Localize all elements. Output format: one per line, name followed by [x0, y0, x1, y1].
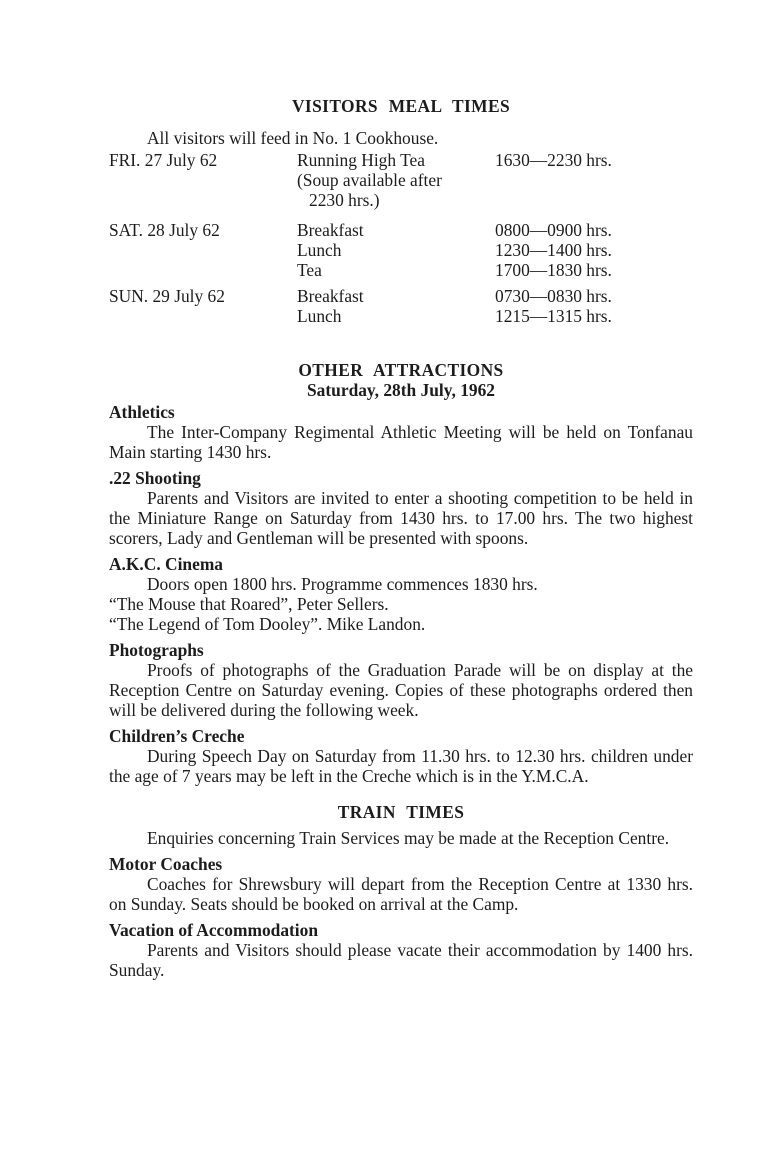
section-shooting — [109, 468, 693, 548]
meal-row — [109, 220, 693, 240]
meal-time: 1215—1315 hrs. — [495, 306, 612, 326]
meal-time: 1700—1830 hrs. — [495, 260, 612, 280]
train-times-intro: Enquiries concerning Train Services may be made at the Reception Centre. — [147, 828, 670, 848]
meal-note-line — [109, 190, 693, 210]
meal-note: (Soup available after — [297, 170, 442, 190]
meal-time: 1630—2230 hrs. — [495, 150, 612, 170]
meal-name: Lunch — [297, 240, 342, 260]
section-motor-coaches — [109, 854, 693, 914]
meal-row — [109, 306, 693, 326]
meal-name: Running High Tea — [297, 150, 425, 170]
meal-time: 1230—1400 hrs. — [495, 240, 612, 260]
section-creche — [109, 726, 693, 786]
other-attractions-title: OTHER ATTRACTIONS — [298, 360, 504, 380]
section-text: Doors open 1800 hrs. Programme commences 1830 hrs. — [147, 574, 538, 594]
section-heading: .22 Shooting — [109, 468, 201, 488]
section-heading: Children’s Creche — [109, 726, 245, 746]
meal-note-line — [109, 170, 693, 190]
meal-row — [109, 150, 693, 170]
meal-day-label: SUN. 29 July 62 — [109, 286, 225, 306]
meal-day-friday — [109, 150, 693, 210]
meal-time: 0800—0900 hrs. — [495, 220, 612, 240]
section-text: During Speech Day on Saturday from 11.30 hrs. to 12.30 hrs. children under the age of 7 years may be left in the Creche which is in the Y.M.C.A. — [109, 746, 693, 786]
meal-note: 2230 hrs.) — [309, 190, 380, 210]
meal-times-table — [109, 150, 693, 326]
section-heading: Athletics — [109, 402, 175, 422]
film-listing: “The Legend of Tom Dooley”. Mike Landon. — [109, 614, 426, 634]
section-heading: A.K.C. Cinema — [109, 554, 223, 574]
meal-day-label: FRI. 27 July 62 — [109, 150, 218, 170]
section-text: Parents and Visitors should please vacate their accommodation by 1400 hrs. Sunday. — [109, 940, 693, 980]
section-text: The Inter-Company Regimental Athletic Meeting will be held on Tonfanau Main starting 1430 hrs. — [109, 422, 693, 462]
meal-day-label: SAT. 28 July 62 — [109, 220, 220, 240]
section-cinema — [109, 554, 693, 634]
section-text: Parents and Visitors are invited to enter a shooting competition to be held in the Miniature Range on Saturday from 1430 hrs. to 17.00 hrs. The two highest scorers, Lady and Gentleman will be presented with spoons. — [109, 488, 693, 548]
meal-row — [109, 286, 693, 306]
meal-name: Breakfast — [297, 220, 364, 240]
meal-day-sunday — [109, 286, 693, 326]
section-athletics — [109, 402, 693, 462]
section-heading: Vacation of Accommodation — [109, 920, 319, 940]
meal-times-intro: All visitors will feed in No. 1 Cookhouse. — [147, 128, 439, 148]
section-heading: Motor Coaches — [109, 854, 223, 874]
other-attractions-subtitle: Saturday, 28th July, 1962 — [307, 380, 495, 400]
meal-day-saturday — [109, 220, 693, 280]
train-times-title: TRAIN TIMES — [337, 802, 465, 822]
meal-times-title: VISITORS MEAL TIMES — [291, 96, 511, 116]
meal-name: Lunch — [297, 306, 342, 326]
document-page — [109, 96, 693, 980]
meal-name: Breakfast — [297, 286, 364, 306]
meal-name: Tea — [297, 260, 322, 280]
meal-row — [109, 260, 693, 280]
section-text: Coaches for Shrewsbury will depart from the Reception Centre at 1330 hrs. on Sunday. Seats should be booked on arrival at the Camp. — [109, 874, 693, 914]
section-heading: Photographs — [109, 640, 204, 660]
film-listing: “The Mouse that Roared”, Peter Sellers. — [109, 594, 389, 614]
section-photographs — [109, 640, 693, 720]
section-text: Proofs of photographs of the Graduation Parade will be on display at the Reception Centre on Saturday evening. Copies of these photographs ordered then will be delivered during the following week. — [109, 660, 693, 720]
meal-row — [109, 240, 693, 260]
meal-time: 0730—0830 hrs. — [495, 286, 612, 306]
section-vacation — [109, 920, 693, 980]
